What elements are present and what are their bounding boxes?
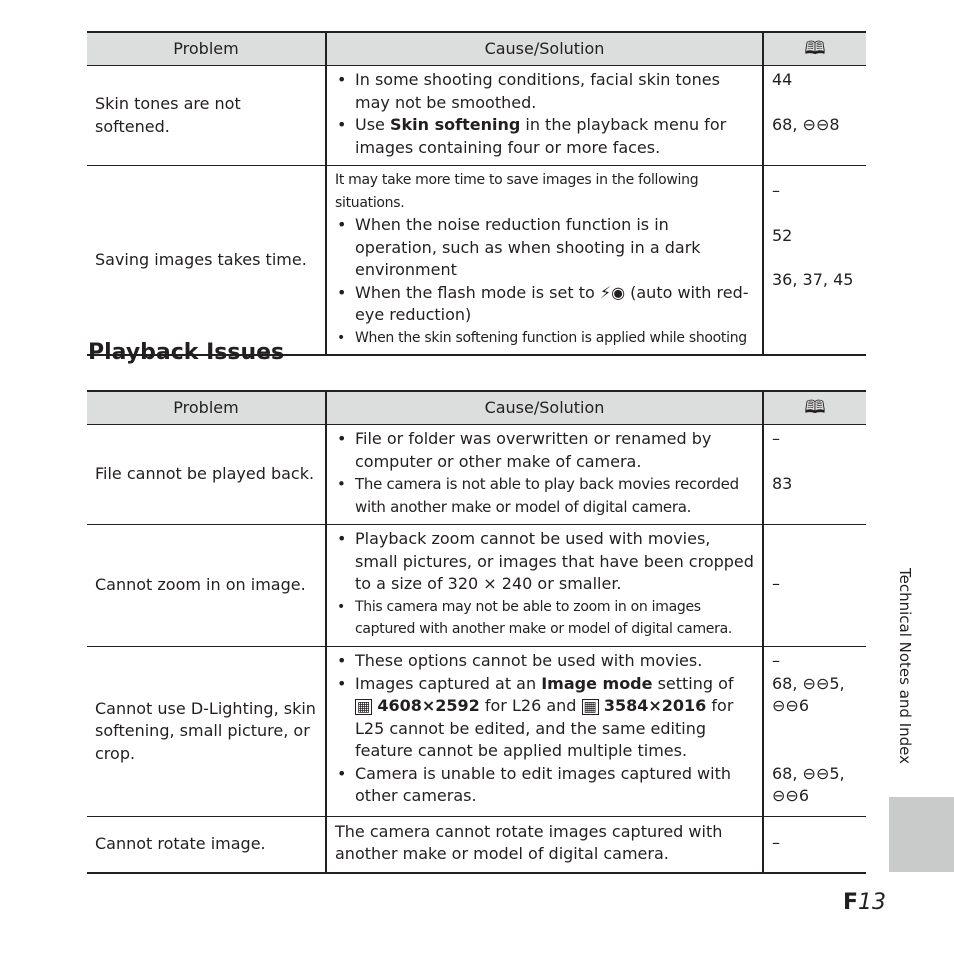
table-header-row	[87, 32, 866, 66]
page-ref: 44	[772, 70, 793, 89]
table-row	[87, 525, 866, 647]
page-ref: 68, ⊖⊖5,	[772, 673, 845, 693]
solution-cell	[326, 66, 763, 166]
solution-item: • File or folder was overwritten or renamed by computer or other make of camera.	[335, 428, 754, 473]
page-ref: ⊖⊖6	[772, 696, 809, 715]
solution-item: • Camera is unable to edit images captured with other cameras.	[335, 763, 754, 808]
solution-intro: It may take more time to save images in the following situations.	[335, 172, 699, 211]
table-row	[87, 817, 866, 873]
solution-item: • These options cannot be used with movies.	[335, 650, 754, 673]
solution-item: • This camera may not be able to zoom in on images captured with another make or model of digital camera.	[335, 596, 754, 641]
page-ref: 83	[772, 473, 793, 493]
solution-item: • The camera is not able to play back movies recorded with another make or model of digital camera.	[335, 473, 754, 518]
page-ref: –	[772, 833, 780, 852]
page-ref-cell	[763, 817, 866, 873]
menu-option-name: Skin softening	[389, 115, 521, 134]
page-ref: –	[772, 574, 780, 594]
page-ref: 68, ⊖⊖8	[772, 114, 840, 134]
image-mode-7m-icon: ▦	[583, 699, 597, 715]
table-row	[87, 647, 866, 817]
solution-item: • When the flash mode is set to ⚡◉ (auto with red-eye reduction)	[335, 282, 754, 327]
header-cause-solution: Cause/Solution	[326, 391, 763, 425]
page-ref: –	[772, 181, 780, 200]
problem-cell: Cannot use D-Lighting, skin softening, small picture, or crop.	[87, 647, 326, 817]
image-mode-12m-icon: ▦	[357, 699, 371, 715]
page-ref-cell	[763, 525, 866, 647]
page-ref: 36, 37, 45	[772, 270, 854, 289]
page-ref-cell	[763, 647, 866, 817]
problem-cell: Skin tones are not softened.	[87, 66, 326, 166]
header-page-ref	[763, 32, 866, 66]
solution-item: • When the skin softening function is applied while shooting	[335, 327, 754, 350]
book-icon: 🕮	[804, 396, 826, 418]
problem-cell: Cannot rotate image.	[87, 817, 326, 873]
solution-item: • Playback zoom cannot be used with movies, small pictures, or images that have been cropped to a size of 320 × 240 or smaller.	[335, 528, 754, 596]
header-problem: Problem	[87, 391, 326, 425]
solution-item: • Use Skin softening in the playback menu for images containing four or more faces.	[335, 114, 754, 159]
menu-option-name: Image mode	[541, 673, 653, 693]
problem-cell: File cannot be played back.	[87, 425, 326, 525]
solution-cell	[326, 425, 763, 525]
page-ref: 68, ⊖⊖5,	[772, 763, 845, 783]
problem-cell: Cannot zoom in on image.	[87, 525, 326, 647]
solution-item: • When the noise reduction function is in operation, such as when shooting in a dark environment	[335, 214, 754, 282]
solution-cell	[326, 525, 763, 647]
page-ref: ⊖⊖6	[772, 786, 809, 805]
troubleshooting-table-playback	[87, 390, 866, 874]
table-row	[87, 425, 866, 525]
reference-section-icon: F	[843, 890, 859, 915]
header-page-ref	[763, 391, 866, 425]
solution-cell	[326, 166, 763, 356]
page-ref-cell	[763, 66, 866, 166]
page-ref-cell	[763, 166, 866, 356]
solution-item: • Images captured at an Image mode setting of ▦ 4608×2592 for L26 and ▦ 3584×2016 for L25 cannot be edited, and the same editing feature cannot be applied multiple times.	[335, 673, 754, 763]
troubleshooting-table-shooting	[87, 31, 866, 356]
table-header-row	[87, 391, 866, 425]
page-ref: –	[772, 651, 780, 670]
solution-item: • In some shooting conditions, facial skin tones may not be smoothed.	[335, 69, 754, 114]
page-ref: 52	[772, 225, 793, 245]
book-icon: 🕮	[804, 37, 826, 59]
chapter-tab	[889, 797, 954, 872]
problem-cell: Saving images takes time.	[87, 166, 326, 356]
header-cause-solution: Cause/Solution	[326, 32, 763, 66]
section-title: Playback Issues	[88, 340, 285, 365]
page-ref-cell	[763, 425, 866, 525]
chapter-side-label: Technical Notes and Index	[896, 568, 914, 765]
solution-cell	[326, 647, 763, 817]
table-row	[87, 66, 866, 166]
header-problem: Problem	[87, 32, 326, 66]
page-ref: –	[772, 429, 780, 448]
solution-cell: The camera cannot rotate images captured with another make or model of digital camera.	[326, 817, 763, 873]
page-number: F13	[843, 890, 887, 915]
flash-red-eye-icon: ⚡◉	[599, 282, 626, 302]
table-row	[87, 166, 866, 356]
